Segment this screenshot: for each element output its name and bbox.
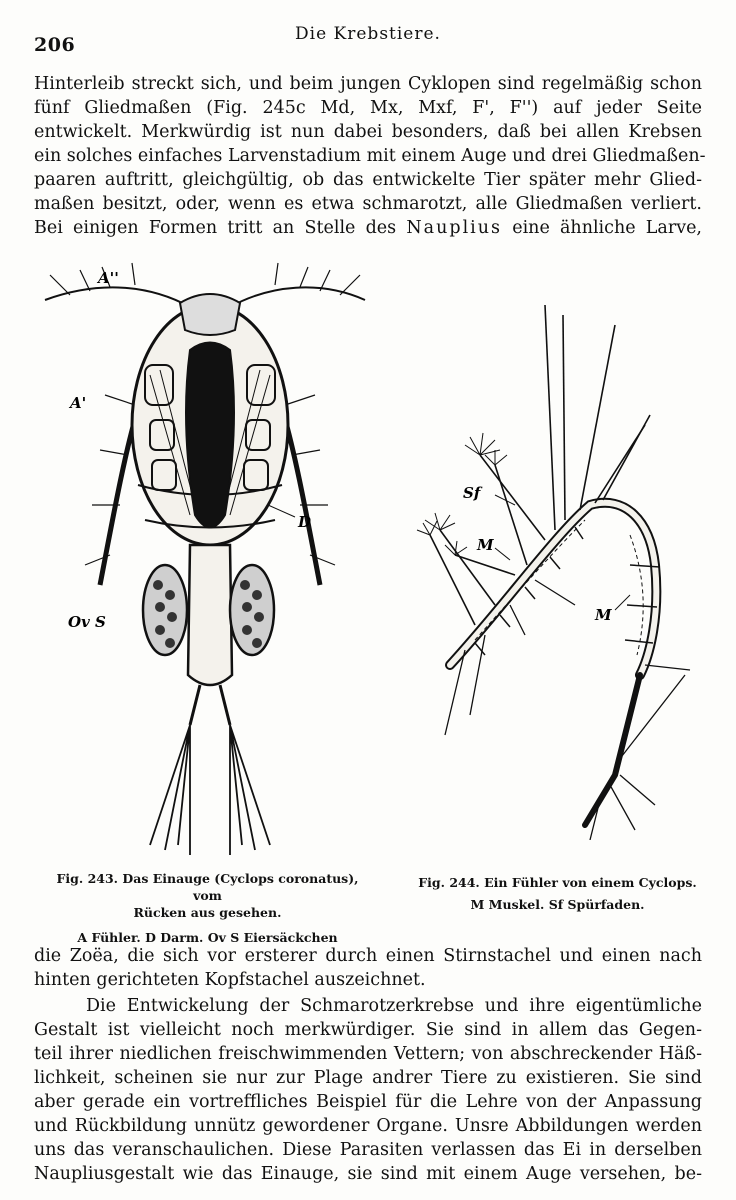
label-d: D <box>298 513 312 531</box>
text-line: fünf Gliedmaßen (Fig. 245c Md, Mx, Mxf, F', F'') auf jeder Seite <box>34 98 702 118</box>
caption-243-line1: Fig. 243. Das Einauge (Cyclops coronatus), vom <box>56 871 359 903</box>
label-a-double: A'' <box>98 269 119 287</box>
text-line: ein solches einfaches Larvenstadium mit einem Auge und drei Gliedmaßen- <box>34 146 706 166</box>
figure-243-cyclops-illustration <box>40 255 370 855</box>
text-line: Hinterleib streckt sich, und beim jungen Cyklopen sind regelmäßig schon <box>34 74 702 94</box>
label-ovs: Ov S <box>68 613 106 631</box>
figure-244-antenna-illustration <box>415 305 715 840</box>
text-line: aber gerade ein vortreffliches Beispiel für die Lehre von der Anpassung <box>34 1092 702 1112</box>
abdomen <box>188 545 232 685</box>
caption-figure-244 <box>405 874 710 913</box>
label-a-single: A' <box>70 394 87 412</box>
text-segment: eine ähnliche Larve, <box>512 218 702 238</box>
text-line: die Zoëa, die sich vor ersterer durch einen Stirnstachel und einen nach <box>34 946 702 966</box>
text-line: Naupliusgestalt wie das Einauge, sie sind mit einem Auge versehen, be- <box>34 1164 702 1184</box>
text-line: hinten gerichteten Kopfstachel auszeichnet. <box>34 970 426 990</box>
emphasized-term: Nauplius <box>406 218 503 238</box>
caption-figure-243 <box>40 870 375 946</box>
text-line: uns das veranschaulichen. Diese Parasiten verlassen das Ei in derselben <box>34 1140 702 1160</box>
text-line: entwickelt. Merkwürdig ist nun dabei besonders, daß bei allen Krebsen <box>34 122 702 142</box>
legend-244: M Muskel. Sf Spürfaden. <box>470 897 645 912</box>
page-number: 206 <box>34 34 76 56</box>
text-line-composite <box>34 216 702 240</box>
caption-243-line2: Rücken aus gesehen. <box>133 905 282 920</box>
egg-sac-right <box>230 565 274 655</box>
text-line: maßen besitzt, oder, wenn es etwa schmarotzt, alle Gliedmaßen verliert. <box>34 194 702 214</box>
label-m-right: M <box>595 606 612 624</box>
legend-243: A Fühler. D Darm. Ov S Eiersäckchen <box>77 930 338 945</box>
text-line: Gestalt ist vielleicht noch merkwürdiger. Sie sind in allem das Gegen- <box>34 1020 702 1040</box>
text-line: lichkeit, scheinen sie nur zur Plage andrer Tiere zu existieren. Sie sind <box>34 1068 702 1088</box>
text-line: paaren auftritt, gleichgültig, ob das entwickelte Tier später mehr Glied- <box>34 170 702 190</box>
label-sf: Sf <box>463 484 481 502</box>
paragraph-bottom-1 <box>34 944 702 992</box>
running-title: Die Krebstiere. <box>295 24 441 44</box>
caption-244-line1: Fig. 244. Ein Fühler von einem Cyclops. <box>418 875 697 890</box>
text-line: teil ihrer niedlichen freischwimmenden Vettern; von abschreckender Häß- <box>34 1044 702 1064</box>
egg-sac-left <box>143 565 187 655</box>
paragraph-bottom-2 <box>34 994 702 1186</box>
paragraph-top <box>34 72 706 240</box>
text-line: und Rückbildung unnütz gewordener Organe. Unsre Abbildungen werden <box>34 1116 702 1136</box>
text-line: Die Entwickelung der Schmarotzerkrebse und ihre eigentümliche <box>86 996 702 1016</box>
text-segment: Bei einigen Formen tritt an Stelle des <box>34 218 397 238</box>
label-m-left: M <box>477 536 494 554</box>
antenna-left <box>45 287 190 307</box>
